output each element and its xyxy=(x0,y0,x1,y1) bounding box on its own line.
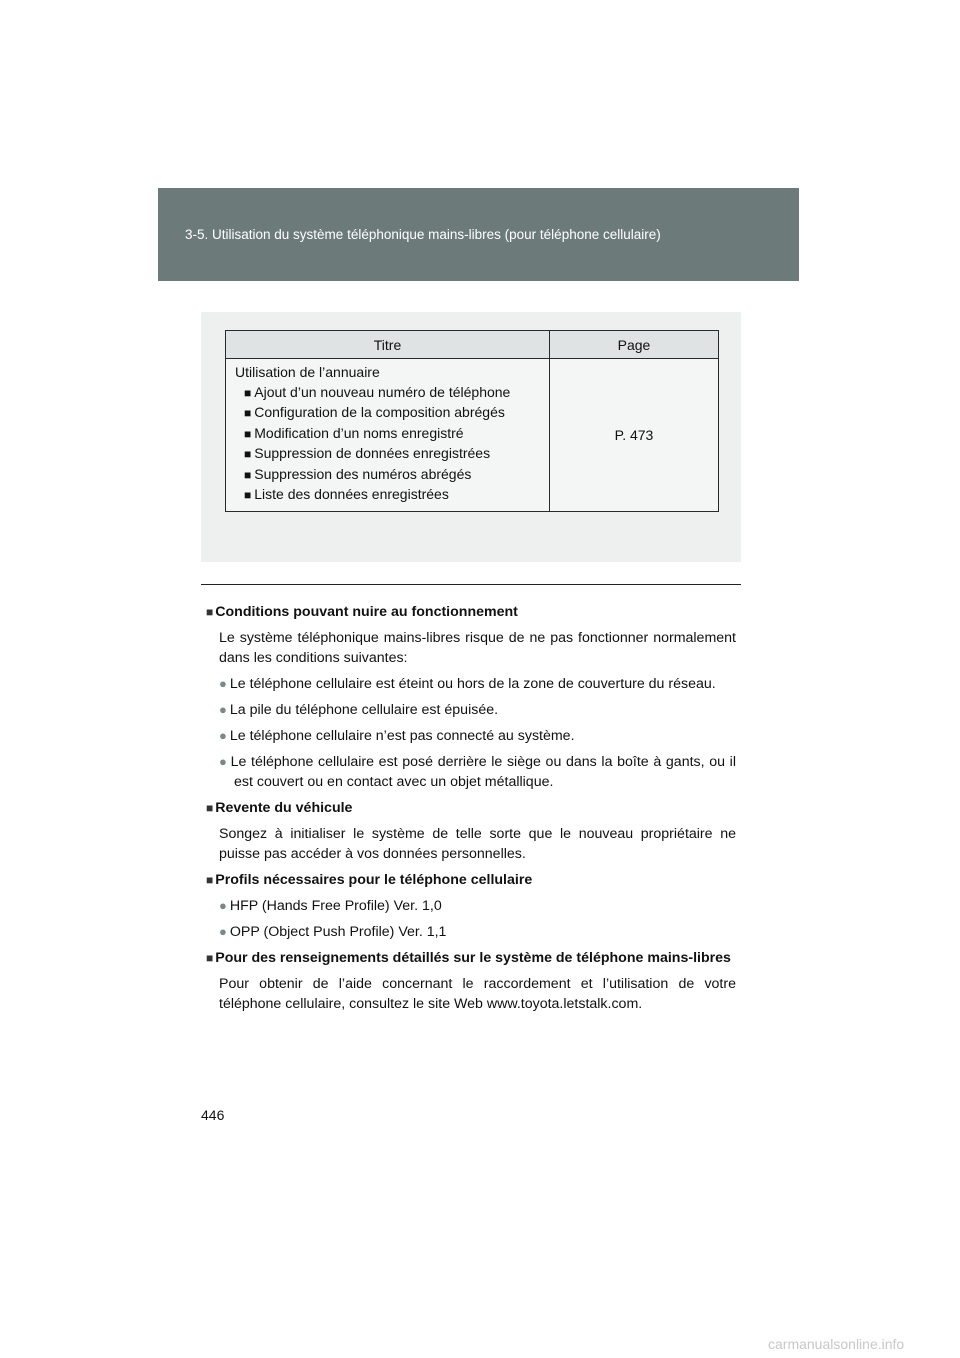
list-item-text: Suppression des numéros abrégés xyxy=(254,465,472,482)
section-divider xyxy=(201,584,741,585)
section-heading xyxy=(206,602,736,622)
table-row xyxy=(226,359,719,512)
square-bullet-icon: ■ xyxy=(244,488,252,502)
list-item xyxy=(235,383,543,404)
table-cell-title xyxy=(226,359,550,512)
list-item xyxy=(235,444,543,465)
bullet-text: OPP (Object Push Profile) Ver. 1,1 xyxy=(229,924,447,940)
square-bullet-icon: ■ xyxy=(206,873,214,887)
round-bullet-icon: ● xyxy=(219,898,227,913)
list-item-text: Suppression de données enregistrées xyxy=(254,445,491,461)
bullet-item xyxy=(206,896,736,916)
list-item xyxy=(235,403,543,424)
round-bullet-icon: ● xyxy=(219,676,227,691)
list-item-text: Configuration de la composition abrégés xyxy=(254,404,505,420)
bullet-item xyxy=(206,726,736,746)
list-item-text: Modification d’un noms enregistré xyxy=(254,424,464,441)
section-heading-text: Revente du véhicule xyxy=(215,800,353,816)
table-header-row xyxy=(226,331,719,359)
bullet-text: HFP (Hands Free Profile) Ver. 1,0 xyxy=(229,898,442,914)
bullet-text: La pile du téléphone cellulaire est épuisée. xyxy=(229,702,499,718)
list-item xyxy=(235,465,543,486)
list-item-text: Liste des données enregistrées xyxy=(254,486,449,502)
square-bullet-icon: ■ xyxy=(206,605,214,619)
column-header-title: Titre xyxy=(226,331,550,359)
bullet-item xyxy=(206,674,736,694)
bullet-text: Le téléphone cellulaire n’est pas connecté au système. xyxy=(229,728,575,744)
bullet-item xyxy=(206,700,736,720)
section-heading xyxy=(206,948,736,968)
bullet-item xyxy=(206,922,736,942)
section-heading-text: Pour des renseignements détaillés sur le système de téléphone mains-libres xyxy=(215,950,731,966)
square-bullet-icon: ■ xyxy=(244,385,252,400)
main-content xyxy=(206,602,736,1020)
chapter-title: 3-5. Utilisation du système téléphonique mains-libres (pour téléphone cellulaire) xyxy=(185,227,661,242)
row-title: Utilisation de l’annuaire xyxy=(235,364,380,380)
square-bullet-icon: ■ xyxy=(244,467,252,482)
square-bullet-icon: ■ xyxy=(206,951,214,965)
reference-table xyxy=(225,330,719,512)
section-heading-text: Profils nécessaires pour le téléphone cellulaire xyxy=(215,872,533,888)
square-bullet-icon: ■ xyxy=(244,426,252,441)
chapter-header-band xyxy=(158,188,799,281)
reference-table-panel xyxy=(201,312,741,562)
column-header-page: Page xyxy=(550,331,719,359)
section-paragraph: Pour obtenir de l’aide concernant le raccordement et l’utilisation de votre téléphone cellulaire, consultez le site Web www.toyota.letstalk.com. xyxy=(219,976,736,1012)
bullet-item xyxy=(206,752,736,792)
section-heading-text: Conditions pouvant nuire au fonctionnement xyxy=(215,604,518,620)
section-paragraph: Songez à initialiser le système de telle sorte que le nouveau propriétaire ne puisse pas accéder à vos données personnelles. xyxy=(219,826,736,862)
round-bullet-icon: ● xyxy=(219,754,228,769)
round-bullet-icon: ● xyxy=(219,924,227,939)
section-heading xyxy=(206,870,736,890)
square-bullet-icon: ■ xyxy=(206,801,214,815)
square-bullet-icon: ■ xyxy=(244,447,252,461)
round-bullet-icon: ● xyxy=(219,702,227,717)
watermark-text: carmanualsonline.info xyxy=(768,1336,905,1352)
page-number: 446 xyxy=(201,1107,225,1123)
square-bullet-icon: ■ xyxy=(244,406,252,420)
list-item-text: Ajout d’un nouveau numéro de téléphone xyxy=(254,383,511,400)
bullet-text: Le téléphone cellulaire est posé derrière le siège ou dans la boîte à gants, ou il est couvert ou en contact avec un objet métallique. xyxy=(230,754,736,790)
round-bullet-icon: ● xyxy=(219,728,227,743)
section-heading xyxy=(206,798,736,818)
list-item xyxy=(235,424,543,445)
list-item xyxy=(235,485,543,506)
section-paragraph: Le système téléphonique mains-libres risque de ne pas fonctionner normalement dans les conditions suivantes: xyxy=(219,630,736,666)
table-cell-page: P. 473 xyxy=(550,359,719,512)
bullet-text: Le téléphone cellulaire est éteint ou hors de la zone de couverture du réseau. xyxy=(229,676,716,692)
